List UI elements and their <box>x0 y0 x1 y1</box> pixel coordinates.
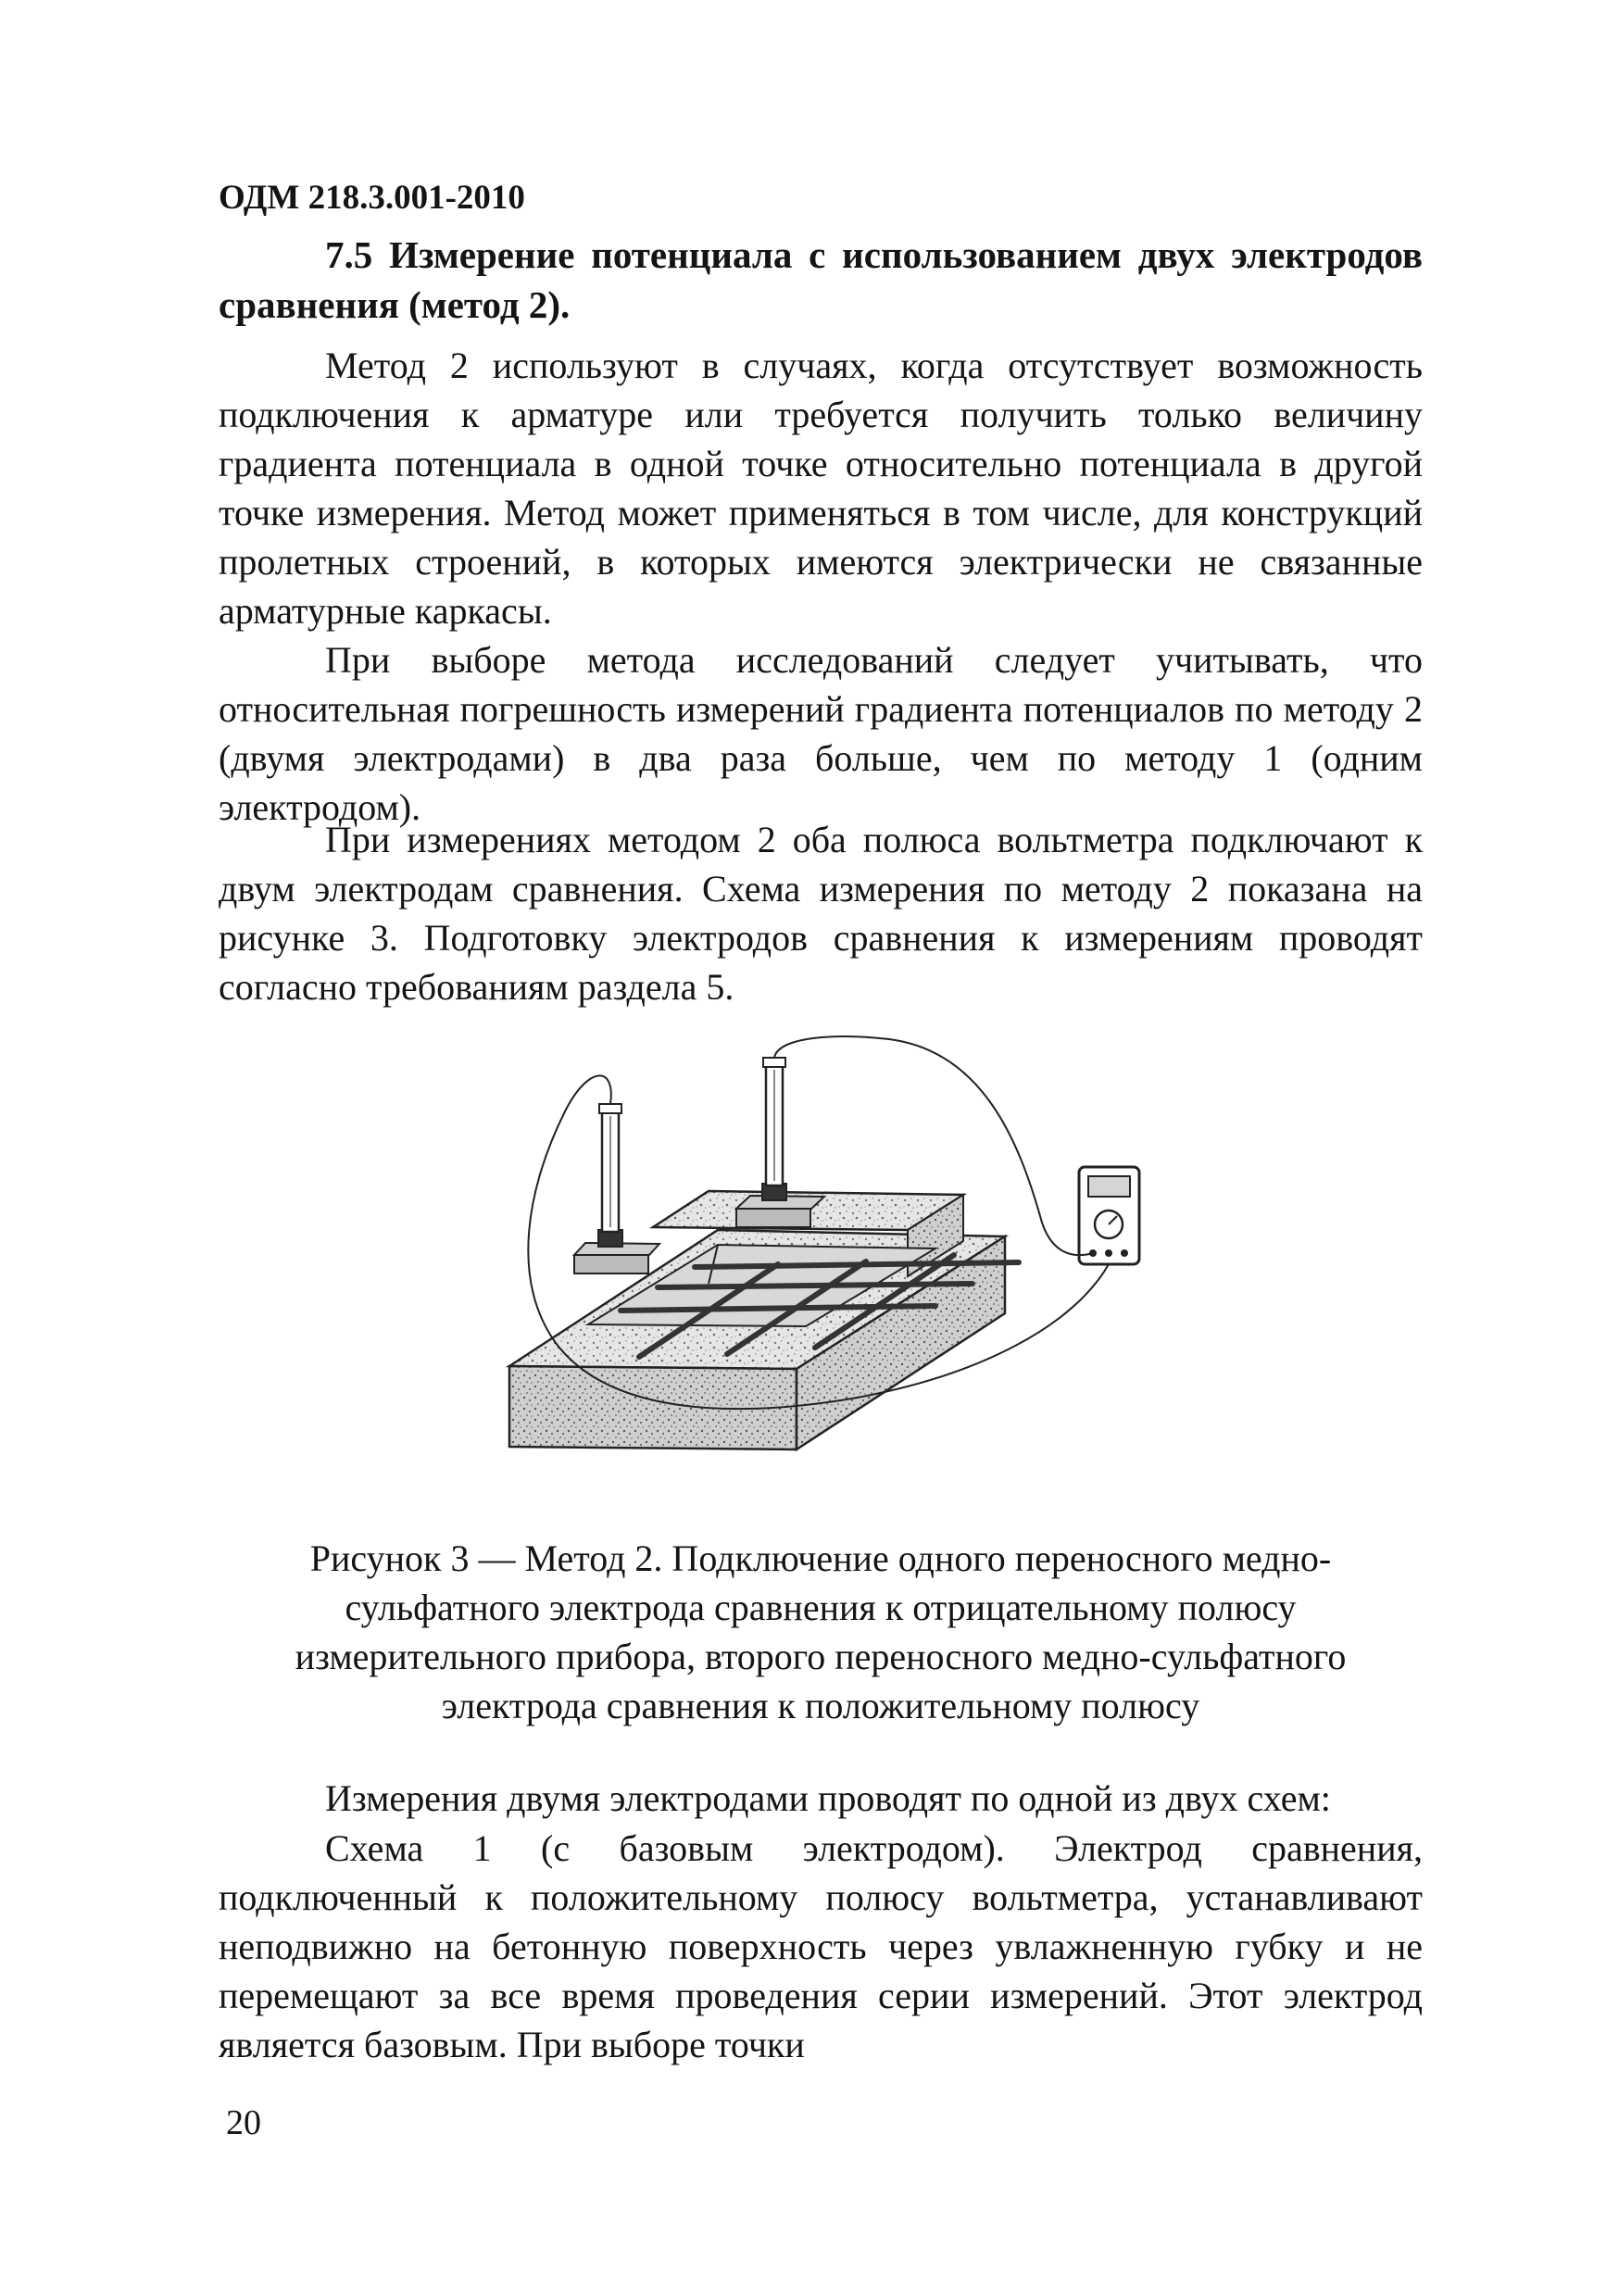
page-number: 20 <box>226 2103 261 2142</box>
paragraph-two-schemes: Измерения двумя электродами проводят по одной из двух схем: <box>325 1777 1331 1819</box>
paragraph-method-choice: При выборе метода исследований следует учитывать, что относительная погрешность измерений градиента потенциалов по методу 2 (двумя электродами) в два раза больше, чем по методу 1 (одним электродом). <box>219 639 1423 828</box>
voltmeter <box>1079 1167 1139 1264</box>
section-title: 7.5 Измерение потенциала с использованием двух электродов сравнения (метод 2). <box>219 233 1423 326</box>
concrete-block <box>509 1191 1005 1449</box>
figure-3-measurement-scheme <box>500 1028 1167 1463</box>
paragraph-scheme-1: Схема 1 (с базовым электродом). Электрод сравнения, подключенный к положительному полюсу вольтметра, устанавливают неподвижно на бетонную поверхность через увлажненную губку и не перемещают за все время проведения серии измерений. Этот электрод является базовым. При выборе точки <box>219 1827 1423 2065</box>
figure-caption: Рисунок 3 — Метод 2. Подключение одного переносного медно-сульфатного электрода сравнения к отрицательному полюсу измерительного прибора, второго переносного медно-сульфатного электрода сравнения к положительному полюсу <box>295 1537 1347 1726</box>
paragraph-voltmeter-connection: При измерениях методом 2 оба полюса вольтметра подключают к двум электродам сравнения. Схема измерения по методу 2 показана на рисунке 3. Подготовку электродов сравнения к измерениям проводят согласно требованиям раздела 5. <box>219 819 1423 1008</box>
paragraph-method-2-usage: Метод 2 используют в случаях, когда отсутствует возможность подключения к арматуре или требуется получить только величину градиента потенциала в одной точке относительно потенциала в другой точке измерения. Метод может применяться в том числе, для конструкций пролетных строений, в которых имеются электрически не связанные арматурные каркасы. <box>219 345 1423 632</box>
reference-electrode-2 <box>736 1058 824 1227</box>
document-code: ОДМ 218.3.001-2010 <box>219 179 525 217</box>
reference-electrode-1 <box>574 1104 659 1273</box>
